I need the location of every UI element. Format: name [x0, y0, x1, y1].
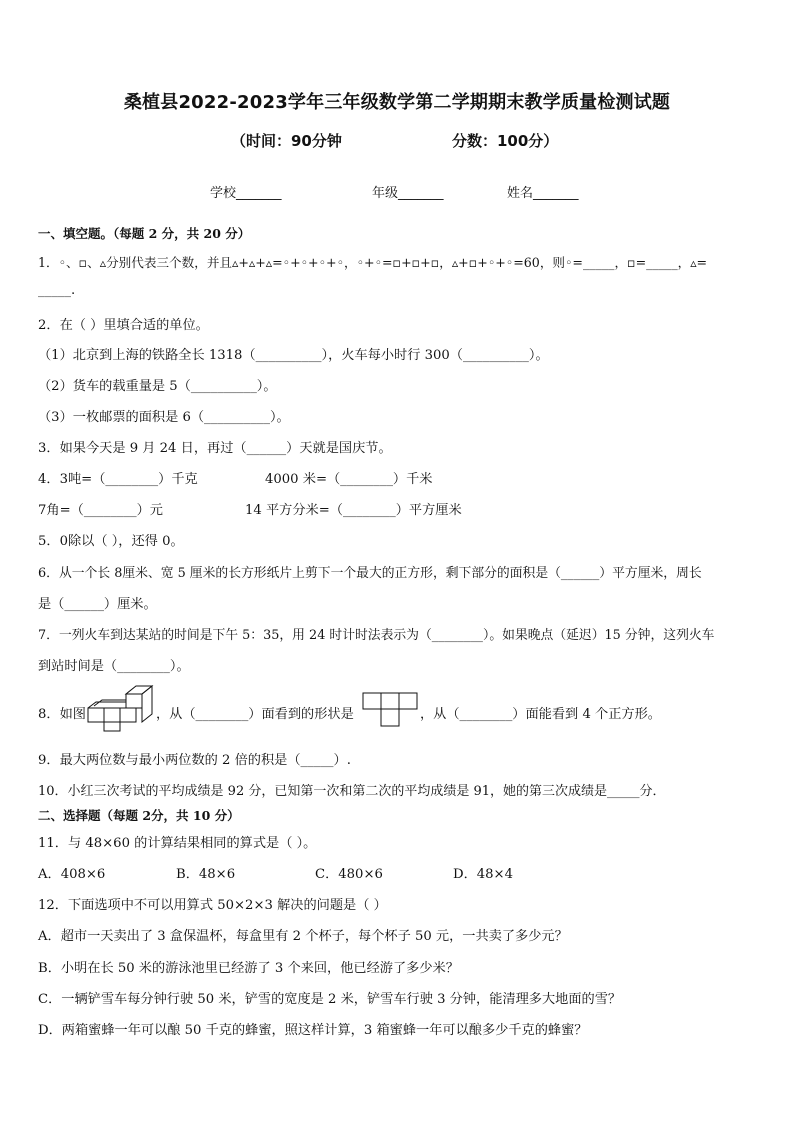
question-4-b2: 14 平方分米=（________）平方厘米 [245, 503, 462, 518]
question-2-3: （3）一枚邮票的面积是 6（__________）。 [38, 410, 290, 425]
question-7-cont: 到站时间是（________）。 [38, 659, 190, 674]
question-4-a1: 4．3吨=（________）千克 [38, 472, 198, 487]
question-11-option-d: D．48×4 [453, 867, 513, 882]
question-11-option-c: C．480×6 [315, 867, 383, 882]
question-12-option-c: C．一辆铲雪车每分钟行驶 50 米，铲雪的宽度是 2 米，铲雪车行驶 3 分钟，能清理多大地面的雪？ [38, 992, 622, 1007]
question-2: 2．在（ ）里填合适的单位。 [38, 318, 209, 333]
name-field: 姓名_______ [507, 186, 579, 201]
question-4-a2: 4000 米=（________）千米 [265, 472, 433, 487]
question-5: 5．0除以（ ），还得 0。 [38, 534, 184, 549]
exam-title: 桑植县2022-2023学年三年级数学第二学期期末教学质量检测试题 [123, 92, 671, 113]
section-choice: 二、选择题（每题 2分，共 10 分） [38, 808, 240, 823]
question-6: 6．从一个长 8厘米、宽 5 厘米的长方形纸片上剪下一个最大的正方形，剩下部分的面积是（______）平方厘米，周长 [38, 566, 702, 581]
question-7: 7．一列火车到达某站的时间是下午 5：35，用 24 时计时法表示为（________）。如果晚点（延迟）15 分钟，这列火车 [38, 628, 715, 643]
question-6-cont: 是（______）厘米。 [38, 597, 157, 612]
question-2-2: （2）货车的载重量是 5（__________）。 [38, 379, 277, 394]
question-4-b1: 7角=（________）元 [38, 503, 163, 518]
view-shape-figure [362, 692, 418, 728]
section-fill-blank: 一、填空题。（每题 2 分，共 20 分） [38, 226, 251, 241]
question-11-option-b: B．48×6 [176, 867, 236, 882]
cube-stack-figure [86, 684, 154, 732]
question-12-option-b: B．小明在长 50 米的游泳池里已经游了 3 个来回，他已经游了多少米？ [38, 961, 459, 976]
question-12: 12．下面选项中不可以用算式 50×2×3 解决的问题是（ ） [38, 898, 387, 913]
question-1-cont: _____. [38, 283, 76, 298]
question-11: 11．与 48×60 的计算结果相同的算式是（ ）。 [38, 836, 317, 851]
question-8-suffix: ，从（________）面能看到 4 个正方形。 [420, 707, 661, 722]
school-field: 学校_______ [210, 186, 282, 201]
question-8-prefix: 8．如图 [38, 707, 86, 722]
question-11-option-a: A．408×6 [38, 867, 106, 882]
question-3: 3．如果今天是 9 月 24 日，再过（______）天就是国庆节。 [38, 441, 392, 456]
question-10: 10．小红三次考试的平均成绩是 92 分，已知第一次和第二次的平均成绩是 91，她的第三次成绩是_____分． [38, 784, 666, 799]
exam-time: （时间：90分钟 [231, 132, 342, 150]
question-9: 9．最大两位数与最小两位数的 2 倍的积是（_____）. [38, 753, 351, 768]
grade-field: 年级_______ [372, 186, 444, 201]
question-12-option-a: A．超市一天卖出了 3 盒保温杯，每盒里有 2 个杯子，每个杯子 50 元，一共卖了多少元？ [38, 929, 568, 944]
exam-score: 分数：100分） [452, 132, 559, 150]
question-8-middle: ，从（________）面看到的形状是 [156, 707, 354, 722]
question-2-1: （1）北京到上海的铁路全长 1318（__________），火车每小时行 300（__________）。 [38, 348, 549, 363]
question-1: 1．◦、▫、▵分别代表三个数，并且▵+▵+▵=◦+◦+◦+◦，◦+◦=▫+▫+▫，▵+▫+◦+◦=60，则◦=_____，▫=_____，▵= [38, 255, 708, 270]
question-12-option-d: D．两箱蜜蜂一年可以酿 50 千克的蜂蜜，照这样计算，3 箱蜜蜂一年可以酿多少千克的蜂蜜？ [38, 1023, 588, 1038]
